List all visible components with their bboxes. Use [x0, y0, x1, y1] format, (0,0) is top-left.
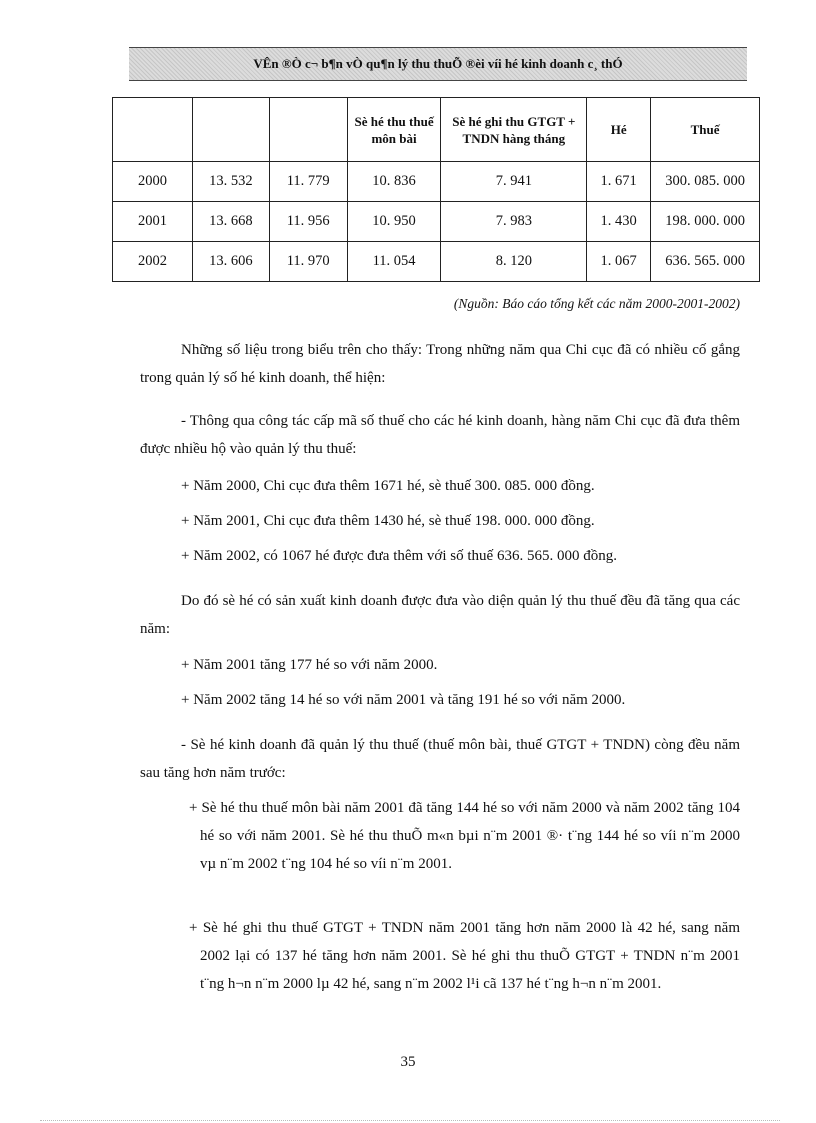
- table-cell: 13. 532: [192, 162, 269, 202]
- body-paragraph: - Thông qua công tác cấp mã số thuế cho các hé kinh doanh, hàng năm Chi cục đã đưa thêm được nhiều hộ vào quản lý thu thuế:: [140, 413, 740, 457]
- table-header-row: [113, 98, 760, 162]
- table-header-cell: [192, 98, 269, 162]
- header-title: VÊn ®Ò c¬ b¶n vÒ qu¶n lý thu thuÕ ®èi víi hé kinh doanh c¸ thÓ: [253, 56, 623, 71]
- footer-divider: [40, 1120, 780, 1121]
- table-cell: 1. 067: [587, 242, 651, 282]
- table-header-cell: Sè hé thu thuế môn bài: [347, 98, 441, 162]
- body-paragraph: Những số liệu trong biểu trên cho thấy: Trong những năm qua Chi cục đã có nhiều cố gắng trong quản lý số hé kinh doanh, thể hiện:: [140, 342, 740, 386]
- table-cell: 8. 120: [441, 242, 587, 282]
- body-paragraph: Do đó sè hé có sản xuất kinh doanh được đưa vào diện quản lý thu thuế đều đã tăng qua các năm:: [140, 593, 740, 637]
- bullet-item: + Sè hé thu thuế môn bài năm 2001 đã tăng 144 hé so với năm 2000 và năm 2002 tăng 104 hé so với năm 2001. Sè hé thu thuÕ m«n bµi n¨m 2001 ®· t¨ng 144 hé so víi n¨m 2000 vµ n¨m 2002 t¨ng 104 hé so víi n¨m 2001.: [189, 800, 740, 872]
- table-cell: 11. 054: [347, 242, 441, 282]
- table-cell: 2000: [113, 162, 193, 202]
- table-cell: 7. 983: [441, 202, 587, 242]
- table-cell: 10. 836: [347, 162, 441, 202]
- table-cell: 11. 956: [269, 202, 347, 242]
- table-row: [113, 242, 760, 282]
- table-row: [113, 162, 760, 202]
- table-cell: 198. 000. 000: [651, 202, 760, 242]
- table-cell: 13. 668: [192, 202, 269, 242]
- table-row: [113, 202, 760, 242]
- table-cell: 300. 085. 000: [651, 162, 760, 202]
- table-cell: 2002: [113, 242, 193, 282]
- bullet-item: + Năm 2002 tăng 14 hé so với năm 2001 và tăng 191 hé so với năm 2000.: [181, 692, 626, 708]
- bullet-item: + Năm 2002, có 1067 hé được đưa thêm với số thuế 636. 565. 000 đồng.: [181, 548, 617, 564]
- statistics-table: [112, 97, 760, 282]
- bullet-item: + Sè hé ghi thu thuế GTGT + TNDN năm 2001 tăng hơn năm 2000 là 42 hé, sang năm 2002 lại có 137 hé tăng hơn năm 2001. Sè hé ghi thu thuÕ GTGT + TNDN n¨m 2001 t¨ng h¬n n¨m 2000 lµ 42 hé, sang n¨m 2002 l¹i cã 137 hé t¨ng h¬n n¨m 2001.: [189, 920, 740, 992]
- table-header-cell: Sè hé ghi thu GTGT + TNDN hàng tháng: [441, 98, 587, 162]
- body-paragraph: - Sè hé kinh doanh đã quản lý thu thuế (thuế môn bài, thuế GTGT + TNDN) còng đều năm sau tăng hơn năm trước:: [140, 737, 740, 781]
- table-cell: 636. 565. 000: [651, 242, 760, 282]
- bullet-item: + Năm 2001, Chi cục đưa thêm 1430 hé, sè thuế 198. 000. 000 đồng.: [181, 513, 595, 529]
- table-cell: 1. 671: [587, 162, 651, 202]
- table-cell: 7. 941: [441, 162, 587, 202]
- table-header-cell: Thuế: [651, 98, 760, 162]
- bullet-item: + Năm 2000, Chi cục đưa thêm 1671 hé, sè thuế 300. 085. 000 đồng.: [181, 478, 595, 494]
- table-header-cell: [113, 98, 193, 162]
- table-cell: 11. 779: [269, 162, 347, 202]
- table-cell: 2001: [113, 202, 193, 242]
- page-number: 35: [400, 1054, 416, 1070]
- table-cell: 1. 430: [587, 202, 651, 242]
- table-cell: 10. 950: [347, 202, 441, 242]
- bullet-item: + Năm 2001 tăng 177 hé so với năm 2000.: [181, 657, 438, 673]
- table-header-cell: Hé: [587, 98, 651, 162]
- page-header: [129, 47, 747, 81]
- table-cell: 13. 606: [192, 242, 269, 282]
- table-header-cell: [269, 98, 347, 162]
- table-source-note: (Nguồn: Báo cáo tổng kết các năm 2000-2001-2002): [453, 296, 740, 311]
- table-cell: 11. 970: [269, 242, 347, 282]
